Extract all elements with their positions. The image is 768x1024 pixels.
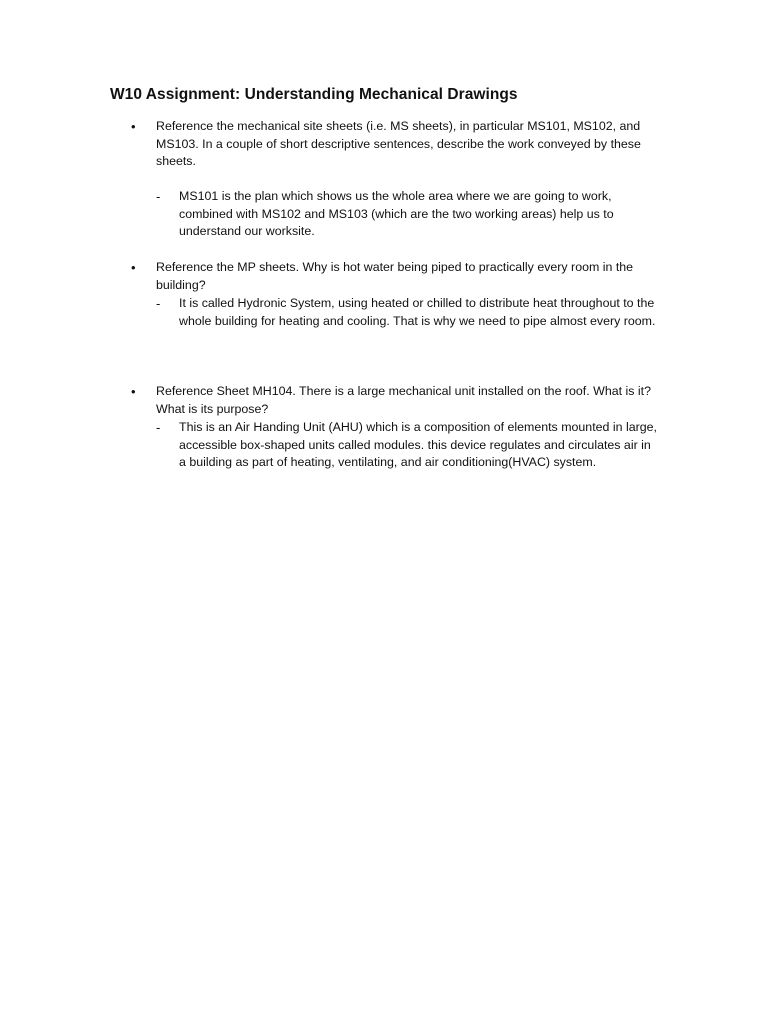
bullet-icon: • [131,260,136,275]
question-text: Reference Sheet MH104. There is a large mechanical unit installed on the roof. What is it? What is its purpose? [156,384,651,416]
dash-marker: - [156,189,161,204]
dash-marker: - [156,296,161,311]
answer-text: This is an Air Handing Unit (AHU) which is a composition of elements mounted in large, accessible box-shaped units called modules. this device regulates and circulates air in a building as part of heating, ventilating, and air conditioning(HVAC) system. [179,420,657,470]
bullet-icon: • [131,119,136,134]
answer-text: It is called Hydronic System, using heated or chilled to distribute heat throughout to the whole building for heating and cooling. That is why we need to pipe almost every room. [179,296,656,328]
bullet-icon: • [131,384,136,399]
dash-marker: - [156,420,161,435]
question-text: Reference the MP sheets. Why is hot water being piped to practically every room in the building? [156,260,634,292]
question-text: Reference the mechanical site sheets (i.e. MS sheets), in particular MS101, MS102, and MS103. In a couple of short descriptive sentences, describe the work conveyed by these sheets. [156,119,641,169]
answer-text: MS101 is the plan which shows us the whole area where we are going to work, combined with MS102 and MS103 (which are the two working areas) help us to understand our worksite. [179,189,614,239]
page-title: W10 Assignment: Understanding Mechanical Drawings [110,86,518,103]
